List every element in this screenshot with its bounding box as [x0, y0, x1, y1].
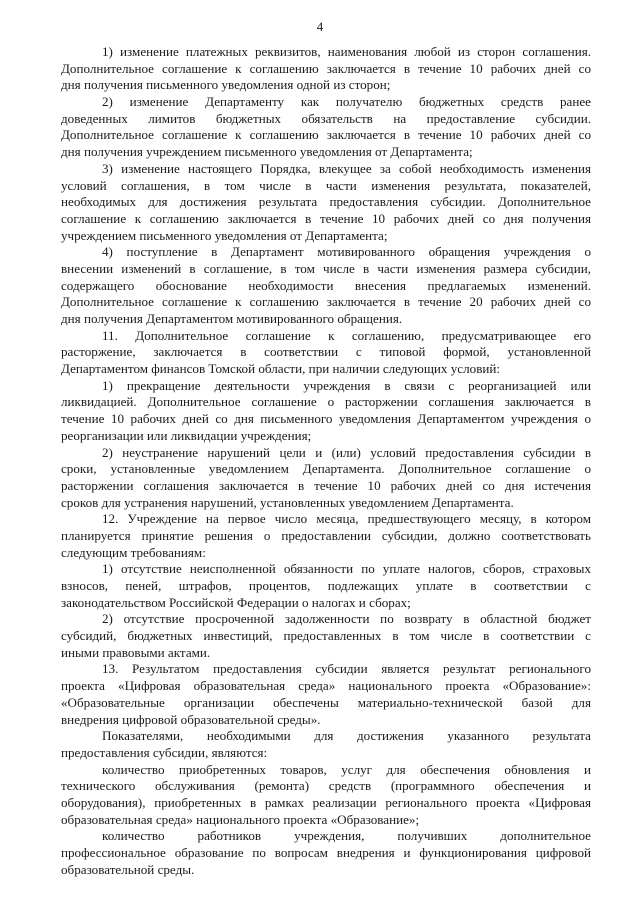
text-line: оборудования), приобретенных в рамках реализации регионального проекта «Цифровая	[61, 794, 591, 810]
text-line: расторжении соглашения заключается в течение 10 рабочих дней со дня истечения	[61, 477, 591, 493]
text-line: внесении изменений в соглашение, в том числе в части изменения размера субсидии,	[61, 260, 591, 276]
text-line: профессиональное образование по вопросам внедрения и функционирования цифровой	[61, 845, 591, 860]
text-line: «Образовательные организации обеспечены материально-технической базой для	[61, 694, 591, 710]
text-line: необходимых для достижения результата предоставления субсидии. Дополнительное	[61, 194, 591, 210]
text-line: 11. Дополнительное соглашение к соглашению, предусматривающее его	[102, 327, 591, 343]
text-line: дня получения письменного уведомления одной из сторон;	[61, 77, 391, 93]
page-number: 4	[316, 19, 324, 34]
text-line: 12. Учреждение на первое число месяца, предшествующего месяцу, в котором	[102, 511, 591, 527]
text-line: сроки, установленные уведомлением Департамента. Дополнительное соглашение о	[61, 461, 591, 477]
text-line: 1) отсутствие неисполненной обязанности по уплате налогов, сборов, страховых	[102, 561, 591, 577]
text-line: 1) изменение платежных реквизитов, наименования любой из сторон соглашения.	[102, 44, 591, 59]
text-line: технического обслуживания (ремонта) средств (программного обеспечения и	[61, 778, 591, 794]
text-line: Показателями, необходимыми для достижения указанного результата	[102, 728, 591, 744]
document-body	[61, 44, 591, 878]
text-line: 2) изменение Департаменту как получателю бюджетных средств ранее	[102, 94, 591, 110]
text-line: Дополнительное соглашение к соглашению заключается в течение 10 рабочих дней со	[61, 60, 591, 76]
text-line: образовательной среды.	[61, 861, 195, 877]
text-line: условий соглашения, в том числе в части изменения результата, показателей,	[61, 177, 591, 193]
text-line: 2) отсутствие просроченной задолженности по возврату в областной бюджет	[102, 611, 591, 627]
text-line: содержащего обоснование необходимости внесения предлагаемых изменений.	[61, 277, 591, 293]
text-line: 2) неустранение нарушений цели и (или) условий предоставления субсидии в	[102, 444, 591, 460]
text-line: образовательная среда» национального проекта «Образование»;	[61, 811, 420, 827]
text-line: Дополнительное соглашение к соглашению заключается в течение 20 рабочих дней со	[61, 294, 591, 310]
text-line: расторжение, заключается в соответствии с типовой формой, установленной	[61, 344, 591, 360]
text-line: дня получения Департаментом мотивированного обращения.	[61, 311, 403, 326]
text-line: количество работников учреждения, получивших дополнительное	[102, 828, 591, 844]
text-line: 1) прекращение деятельности учреждения в связи с реорганизацией или	[102, 377, 591, 393]
text-line: течение 10 рабочих дней со дня письменного уведомления Департаментом учреждения о	[61, 411, 591, 427]
text-line: количество приобретенных товаров, услуг для обеспечения обновления и	[102, 761, 591, 777]
text-line: планируется принятие решения о предоставлении субсидии, должно соответствовать	[61, 527, 591, 543]
text-line: 4) поступление в Департамент мотивированного обращения учреждения о	[102, 244, 591, 260]
text-line: взносов, пеней, штрафов, процентов, подлежащих уплате в соответствии с	[61, 578, 591, 593]
text-line: внедрения цифровой образовательной среды».	[61, 711, 321, 727]
text-line: следующим требованиям:	[61, 544, 206, 560]
text-line: проекта «Цифровая образовательная среда» национального проекта «Образование»:	[61, 678, 591, 694]
text-line: субсидий, бюджетных инвестиций, предоставленных в том числе в соответствии с	[61, 628, 591, 644]
text-line: иными правовыми актами.	[61, 644, 211, 660]
text-line: 3) изменение настоящего Порядка, влекущее за собой необходимость изменения	[102, 160, 591, 176]
text-line: 13. Результатом предоставления субсидии является результат регионального	[102, 661, 591, 677]
text-line: реорганизации или ликвидации учреждения;	[61, 427, 312, 443]
text-line: дня получения учреждением письменного уведомления от Департамента;	[61, 144, 473, 160]
text-line: законодательством Российской Федерации о налогах и сборах;	[61, 594, 411, 610]
text-line: сроков для устранения нарушений, установленных уведомлением Департамента.	[61, 494, 514, 510]
text-line: предоставления субсидии, являются:	[61, 744, 268, 760]
text-line: учреждением письменного уведомления от Департамента;	[61, 227, 388, 243]
text-line: доведенных лимитов бюджетных обязательств на предоставление субсидии.	[61, 110, 591, 126]
text-line: соглашение к соглашению заключается в течение 10 рабочих дней со дня получения	[61, 210, 591, 226]
text-line: Дополнительное соглашение к соглашению заключается в течение 10 рабочих дней со	[61, 127, 591, 143]
text-line: ликвидацией. Дополнительное соглашение о расторжении соглашения заключается в	[61, 394, 591, 410]
text-line: Департаментом финансов Томской области, при наличии следующих условий:	[61, 361, 501, 377]
